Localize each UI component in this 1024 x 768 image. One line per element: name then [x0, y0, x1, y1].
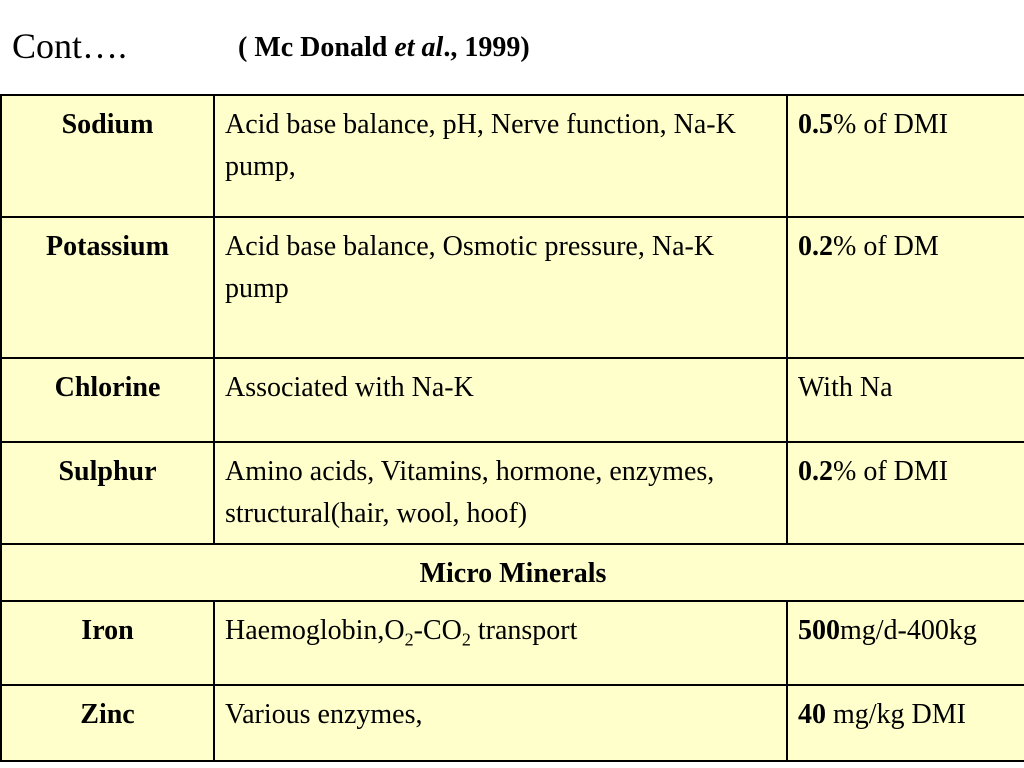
requirement-value: 40 — [798, 699, 826, 730]
requirement-unit: % of DM — [833, 231, 939, 262]
mineral-function: Various enzymes, — [214, 685, 787, 761]
mineral-requirement — [787, 217, 1024, 358]
mineral-name: Iron — [1, 601, 214, 685]
table-row-chlorine — [1, 358, 1024, 442]
iron-function-prefix: Haemoglobin,O — [225, 615, 405, 646]
requirement-value: 0.5 — [798, 109, 833, 140]
requirement-value: 0.2 — [798, 231, 833, 262]
mineral-function — [214, 601, 787, 685]
citation-year: ., 1999) — [443, 32, 530, 63]
mineral-requirement — [787, 358, 1024, 442]
requirement-unit: % of DMI — [833, 456, 949, 487]
citation-authors: ( Mc Donald — [238, 32, 395, 63]
mineral-name: Chlorine — [1, 358, 214, 442]
citation — [238, 26, 530, 70]
table-row-iron — [1, 601, 1024, 685]
citation-et-al: et al — [394, 32, 444, 63]
mineral-requirement — [787, 685, 1024, 761]
table-row-sulphur — [1, 442, 1024, 544]
mineral-requirement — [787, 601, 1024, 685]
minerals-table — [0, 94, 1024, 762]
mineral-name: Sulphur — [1, 442, 214, 544]
mineral-function: Acid base balance, Osmotic pressure, Na-K pump — [214, 217, 787, 358]
slide-title: Cont…. — [12, 26, 128, 66]
table-row-zinc — [1, 685, 1024, 761]
mineral-function: Acid base balance, pH, Nerve function, Na-K pump, — [214, 95, 787, 217]
mineral-name: Sodium — [1, 95, 214, 217]
table-row-sodium — [1, 95, 1024, 217]
mineral-function: Associated with Na-K — [214, 358, 787, 442]
mineral-requirement — [787, 95, 1024, 217]
table-row-section — [1, 544, 1024, 601]
mineral-requirement — [787, 442, 1024, 544]
slide-header — [12, 22, 1012, 70]
requirement-unit: mg/d-400kg — [840, 615, 977, 646]
mineral-name: Zinc — [1, 685, 214, 761]
requirement-unit: With Na — [798, 372, 893, 403]
requirement-value: 500 — [798, 615, 840, 646]
mineral-name: Potassium — [1, 217, 214, 358]
subscript: 2 — [404, 629, 414, 650]
iron-function-mid: -CO — [413, 615, 462, 646]
requirement-unit: % of DMI — [833, 109, 949, 140]
requirement-unit: mg/kg DMI — [826, 699, 966, 730]
mineral-function: Amino acids, Vitamins, hormone, enzymes, structural(hair, wool, hoof) — [214, 442, 787, 544]
section-heading: Micro Minerals — [1, 544, 1024, 601]
table-row-potassium — [1, 217, 1024, 358]
subscript: 2 — [461, 629, 471, 650]
requirement-value: 0.2 — [798, 456, 833, 487]
iron-function-suffix: transport — [470, 615, 578, 646]
